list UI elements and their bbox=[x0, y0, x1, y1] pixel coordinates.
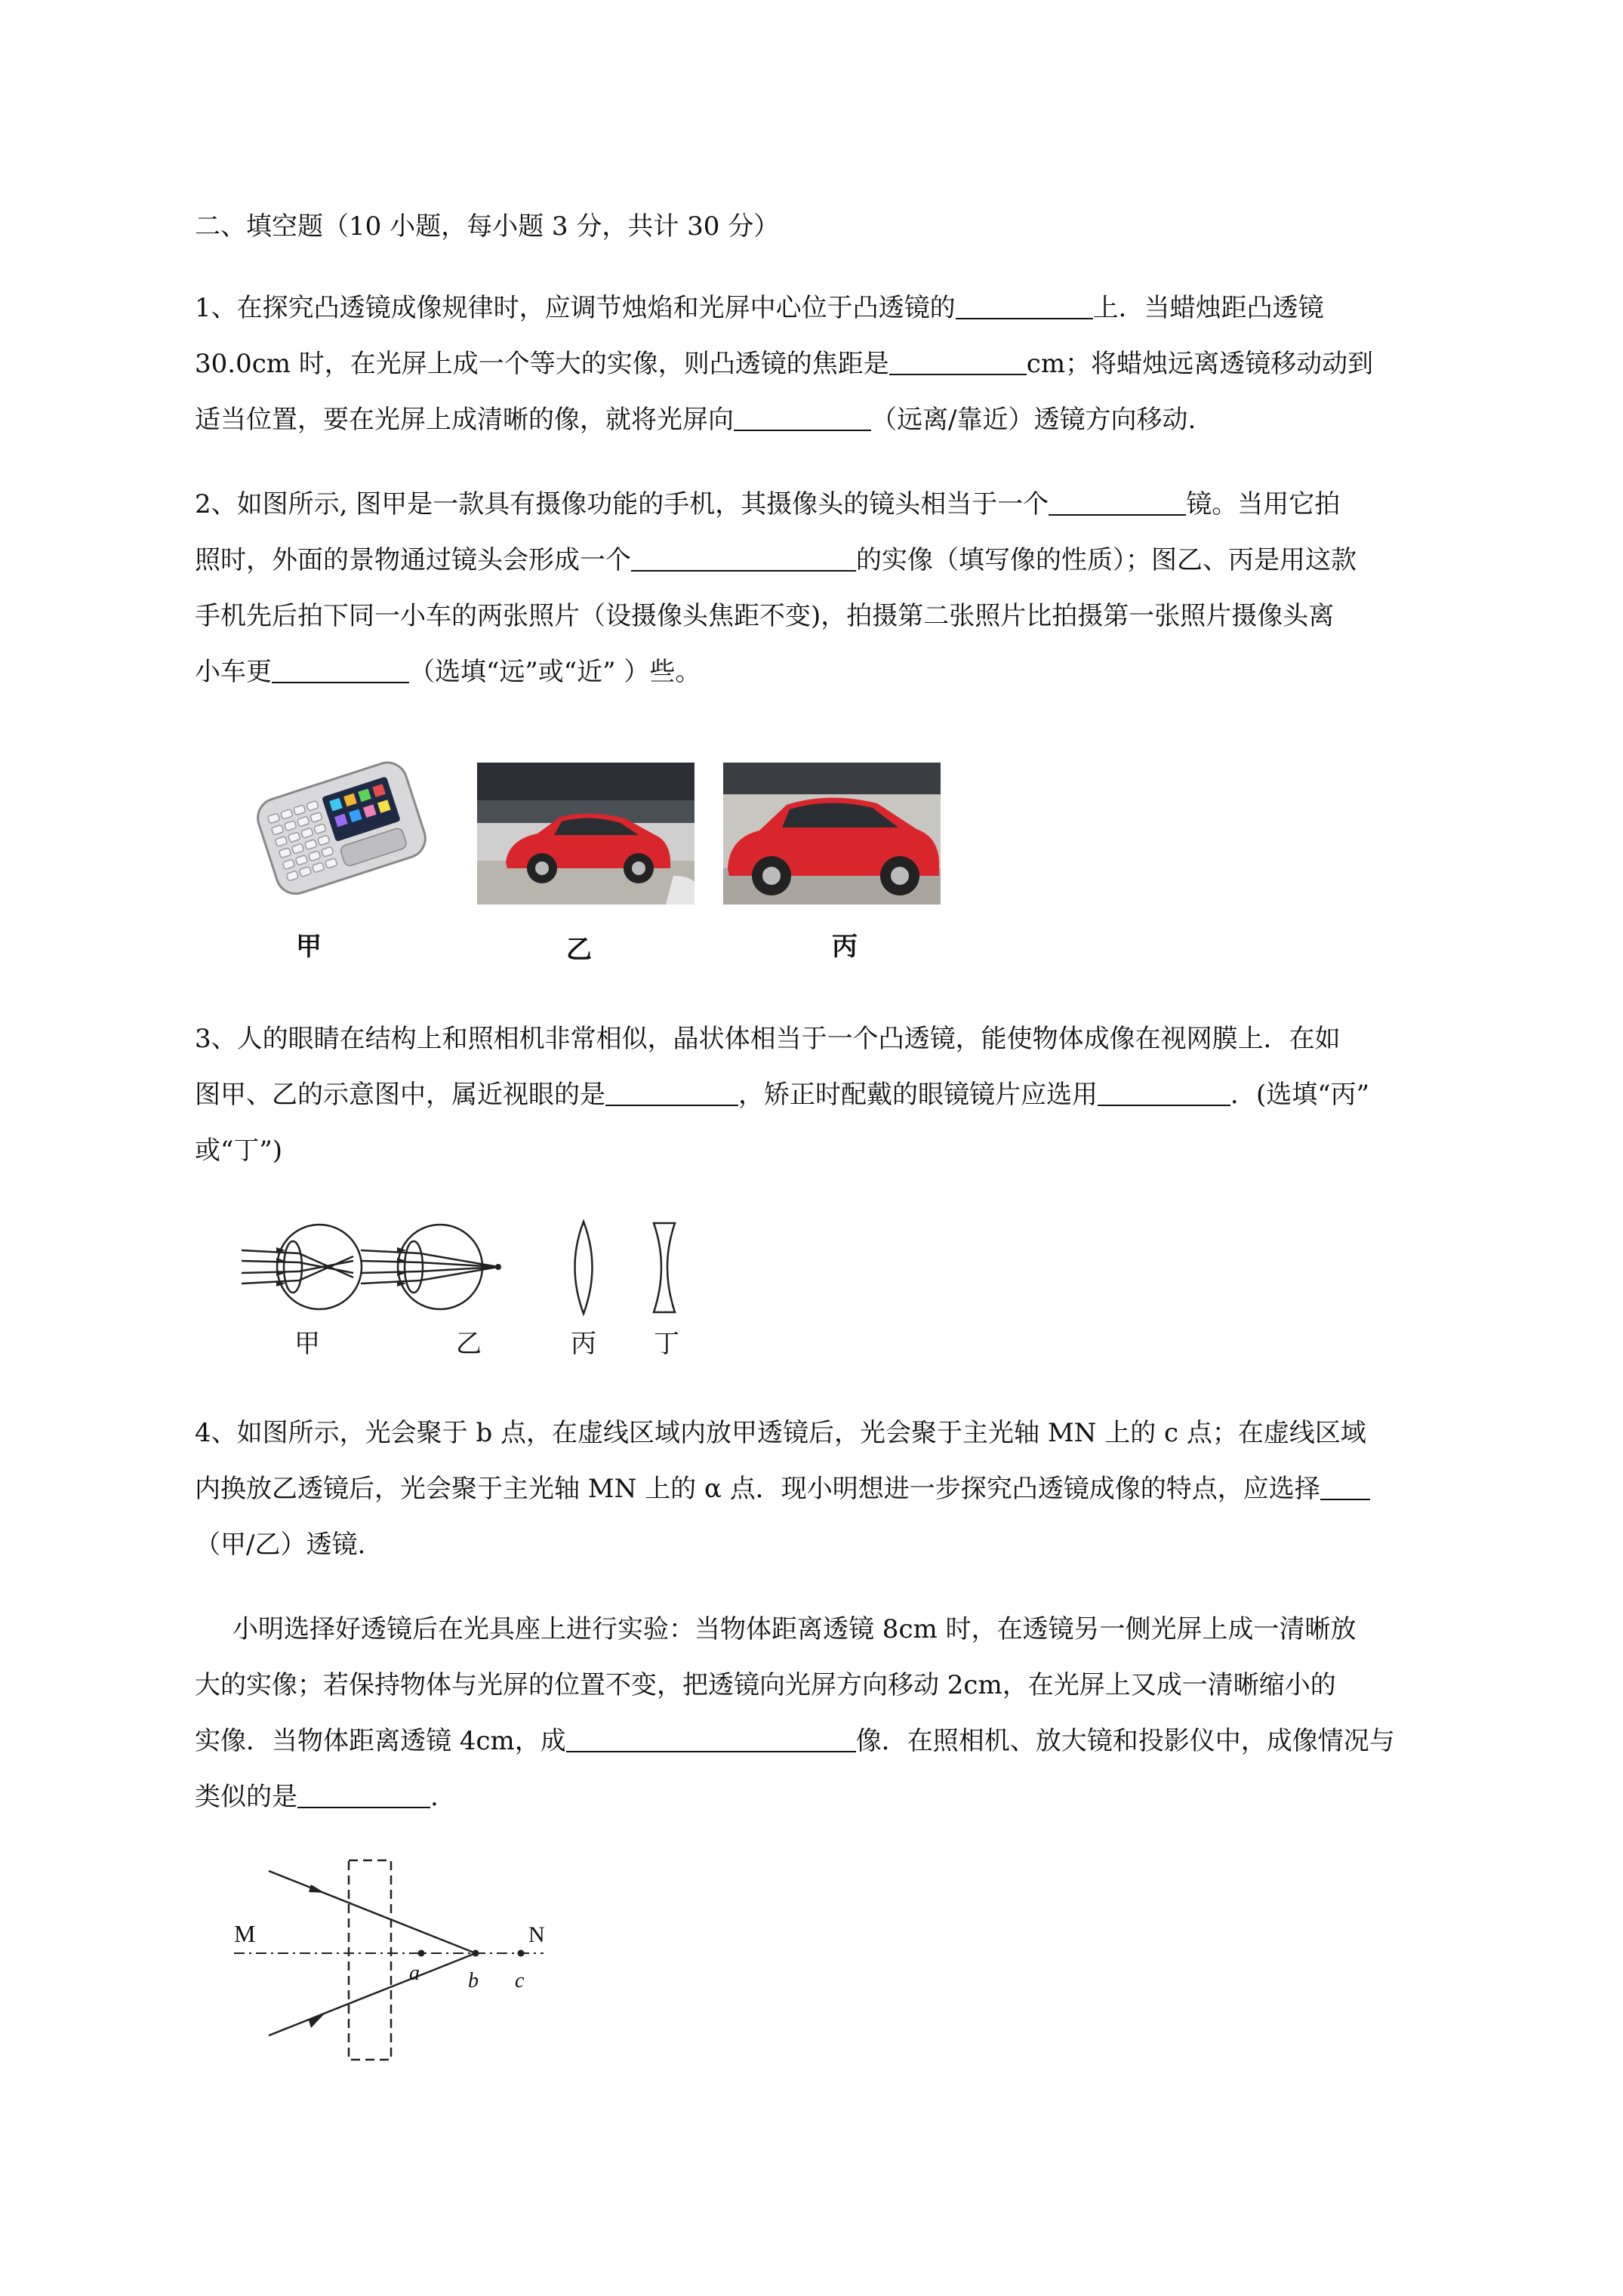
q1-text-1a: 1、在探究凸透镜成像规律时，应调节烛焰和光屏中心位于凸透镜的 bbox=[195, 293, 956, 323]
section-title: 二、填空题（10 小题，每小题 3 分，共计 30 分） bbox=[195, 211, 780, 242]
q2-text-4a: 小车更 bbox=[195, 657, 272, 687]
q2-text-4b: （选填“远”或“近” ）些。 bbox=[409, 657, 701, 687]
q1-text-1b: 上．当蜡烛距凸透镜 bbox=[1092, 293, 1324, 323]
q4-text-4a: 类似的是 bbox=[195, 1782, 297, 1812]
q4-text-2a: 内换放乙透镜后，光会聚于主光轴 MN 上的 α 点．现小明想进一步探究凸透镜成像的特点，应选择 bbox=[195, 1474, 1320, 1504]
q3-text-2c: ．(选填“丙” bbox=[1230, 1080, 1370, 1110]
label-M: M bbox=[234, 1920, 256, 1947]
q2-blank-3[interactable] bbox=[272, 652, 409, 683]
q3-line-3: 或“丁”) bbox=[195, 1136, 283, 1166]
q4-p2-line-3 bbox=[195, 1714, 1395, 1768]
q4-text-4b: . bbox=[430, 1782, 439, 1812]
q2-blank-1[interactable] bbox=[1049, 484, 1186, 516]
q2-line-2 bbox=[195, 533, 1357, 587]
caption-yi-eye: 乙 bbox=[456, 1329, 482, 1359]
q1-blank-3[interactable] bbox=[734, 399, 871, 431]
q1-text-3b: （远离/靠近）透镜方向移动. bbox=[871, 405, 1196, 435]
q1-text-2a: 30.0cm 时，在光屏上成一个等大的实像，则凸透镜的焦距是 bbox=[195, 349, 889, 379]
q1-line-1 bbox=[195, 281, 1324, 335]
caption-yi-car: 乙 bbox=[566, 935, 592, 965]
label-c: c bbox=[515, 1969, 525, 1992]
q2-text-2a: 照时，外面的景物通过镜头会形成一个 bbox=[195, 545, 631, 575]
q1-blank-2[interactable] bbox=[889, 344, 1027, 375]
q3-line-1: 3、人的眼睛在结构上和照相机非常相似，晶状体相当于一个凸透镜，能使物体成像在视网膜上．在如 bbox=[195, 1024, 1341, 1054]
q4-text-3b: 像．在照相机、放大镜和投影仪中，成像情况与 bbox=[855, 1726, 1395, 1756]
q2-text-1a: 2、如图所示, 图甲是一款具有摄像功能的手机，其摄像头的镜头相当于一个 bbox=[195, 489, 1049, 519]
q1-line-2 bbox=[195, 337, 1373, 391]
q1-text-3a: 适当位置，要在光屏上成清晰的像，就将光屏向 bbox=[195, 405, 734, 435]
q2-line-1 bbox=[195, 477, 1340, 532]
q4-line-3: （甲/乙）透镜. bbox=[195, 1530, 366, 1560]
caption-jia-phone: 甲 bbox=[296, 932, 322, 962]
q4-blank-2[interactable] bbox=[566, 1721, 856, 1752]
q1-line-3 bbox=[195, 393, 1196, 447]
q2-text-1b: 镜。当用它拍 bbox=[1186, 489, 1341, 519]
label-a: a bbox=[409, 1962, 420, 1985]
q3-line-2 bbox=[195, 1068, 1369, 1122]
q4-p2-line-1: 小明选择好透镜后在光具座上进行实验：当物体距离透镜 8cm 时，在透镜另一侧光屏上成一清晰放 bbox=[233, 1614, 1357, 1644]
caption-ding-lens: 丁 bbox=[654, 1329, 679, 1359]
q3-text-2a: 图甲、乙的示意图中，属近视眼的是 bbox=[195, 1080, 605, 1110]
q4-line-2 bbox=[195, 1462, 1370, 1516]
q3-text-2b: ，矫正时配戴的眼镜镜片应选用 bbox=[738, 1080, 1098, 1110]
q4-blank-3[interactable] bbox=[297, 1777, 430, 1808]
phone-image bbox=[249, 757, 434, 900]
q4-line-1: 4、如图所示，光会聚于 b 点，在虚线区域内放甲透镜后，光会聚于主光轴 MN 上的 c 点；在虚线区域 bbox=[195, 1418, 1366, 1448]
q1-text-2b: cm；将蜡烛远离透镜移动动到 bbox=[1026, 349, 1374, 379]
q4-blank-1[interactable] bbox=[1320, 1469, 1370, 1500]
q3-blank-2[interactable] bbox=[1098, 1074, 1230, 1106]
q2-line-3: 手机先后拍下同一小车的两张照片（设摄像头焦距不变)，拍摄第二张照片比拍摄第一张照片摄像头离 bbox=[195, 601, 1335, 631]
q4-p2-line-4 bbox=[195, 1770, 439, 1824]
label-N: N bbox=[528, 1922, 545, 1947]
q4-p2-line-2: 大的实像；若保持物体与光屏的位置不变，把透镜向光屏方向移动 2cm，在光屏上又成一清晰缩小的 bbox=[195, 1670, 1336, 1700]
caption-jia-eye: 甲 bbox=[294, 1329, 320, 1359]
car-photo-near bbox=[723, 763, 941, 905]
caption-bing-lens: 丙 bbox=[571, 1329, 596, 1359]
q4-text-3a: 实像．当物体距离透镜 4cm，成 bbox=[195, 1726, 566, 1756]
label-b: b bbox=[468, 1969, 479, 1992]
caption-bing-car: 丙 bbox=[832, 932, 858, 962]
q1-blank-1[interactable] bbox=[956, 288, 1093, 319]
q3-blank-1[interactable] bbox=[605, 1074, 738, 1106]
q2-text-2b: 的实像（填写像的性质）；图乙、丙是用这款 bbox=[856, 545, 1357, 575]
q2-blank-2[interactable] bbox=[631, 540, 856, 572]
car-photo-far bbox=[477, 763, 694, 905]
lens-ray-diagram bbox=[226, 1850, 574, 2076]
q2-line-4 bbox=[195, 645, 701, 699]
